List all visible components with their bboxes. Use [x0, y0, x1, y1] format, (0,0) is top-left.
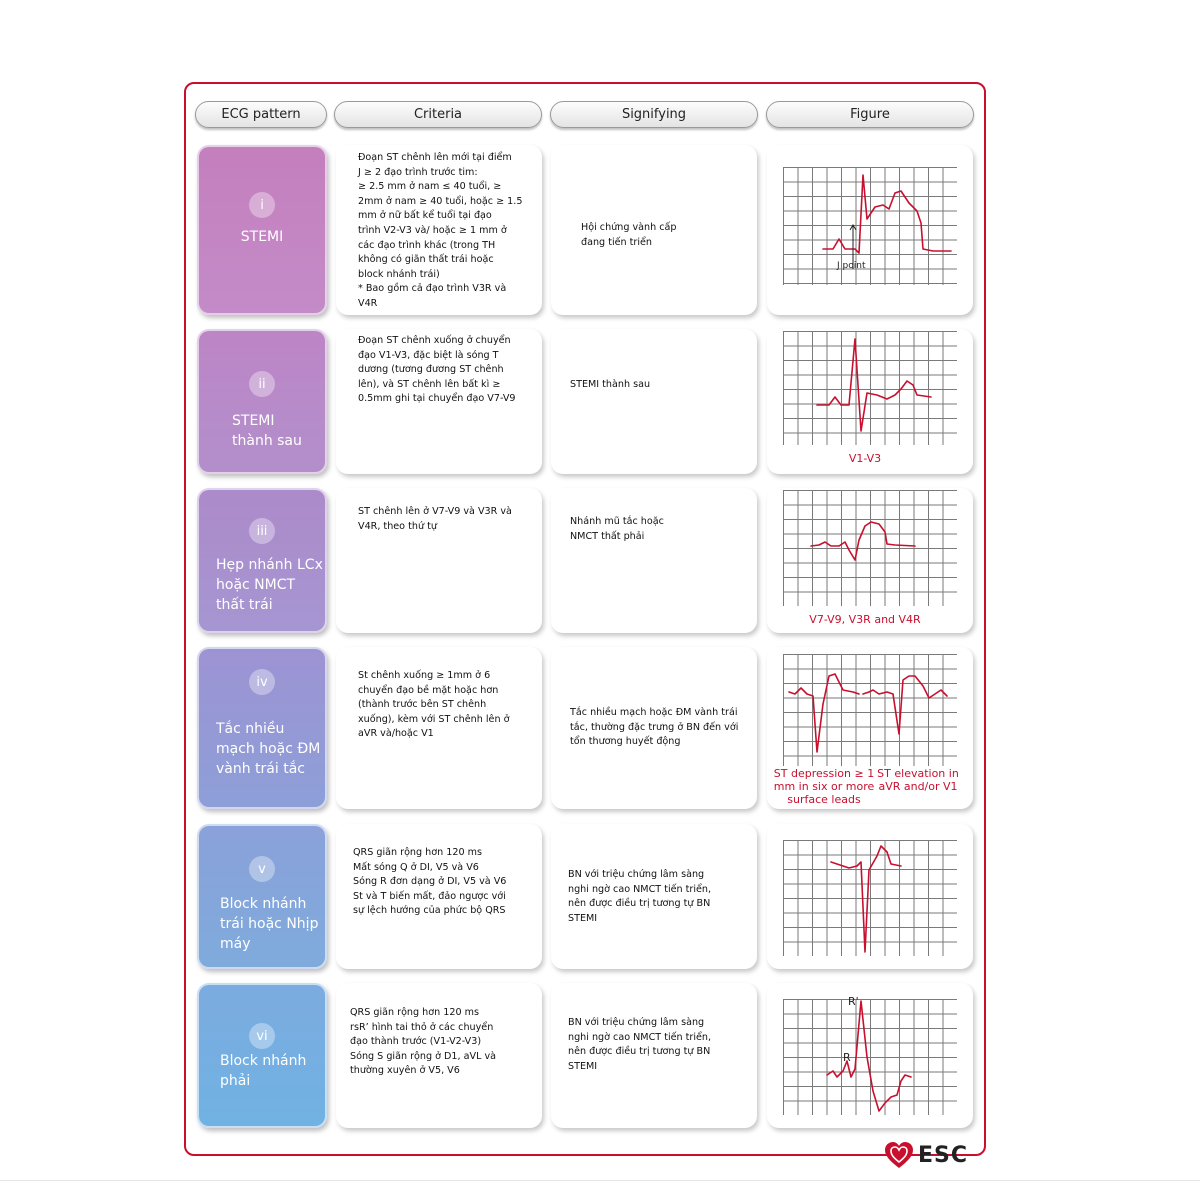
ecg-figure-lbbb — [783, 840, 957, 956]
signifying-card — [551, 488, 757, 633]
ecg-trace-st-elevation — [863, 676, 947, 734]
criteria-text: ST chênh lên ở V7-V9 và V3R và V4R, theo thứ tự — [358, 506, 512, 532]
criteria-card — [336, 647, 542, 809]
r-label: R — [843, 1051, 851, 1064]
figure-card — [767, 824, 973, 969]
page-bottom-divider — [0, 1180, 1200, 1181]
signifying-text: Tắc nhiều mạch hoặc ĐM vành trái tắc, thường đặc trưng ở BN đến với tổn thương huyết động — [570, 707, 739, 748]
criteria-card — [336, 488, 542, 633]
signifying-card — [551, 824, 757, 969]
figure-card — [767, 647, 973, 809]
figure-caption: V7-V9, V3R and V4R — [809, 613, 921, 626]
row-number: iii — [249, 518, 275, 544]
criteria-text: Đoạn ST chênh lên mới tại điểm J ≥ 2 đạo trình trước tim: ≥ 2.5 mm ở nam ≤ 40 tuổi, ≥ 2mm ở nam ≥ 40 tuổi, hoặc ≥ 1.5 mm ở nữ bất kể tuổi tại đạo trình V2-V3 và/ hoặc ≥ 1 mm ở các đạo trình khác (trong TH không có giãn thất trái hoặc block nhánh trái) * Bao gồm cả đạo trình V3R và V4R — [358, 152, 523, 309]
ecg-figure-stemi — [783, 167, 957, 285]
criteria-card — [336, 983, 542, 1128]
signifying-text: Hội chứng vành cấp đang tiến triển — [581, 222, 677, 248]
row-label-lbbb — [197, 824, 327, 969]
header-criteria: Criteria — [334, 101, 542, 128]
signifying-text: Nhánh mũ tắc hoặc NMCT thất phải — [570, 516, 664, 542]
figure-card — [767, 983, 973, 1128]
esc-logo — [884, 1141, 968, 1169]
ecg-trace — [823, 175, 951, 253]
signifying-card — [551, 329, 757, 474]
signifying-card — [551, 145, 757, 315]
criteria-card — [336, 824, 542, 969]
r-prime-label: R' — [848, 995, 859, 1008]
row-number: ii — [249, 371, 275, 397]
ecg-figure-lcx — [783, 490, 957, 606]
pattern-name: STEMI thành sau — [232, 413, 302, 449]
header-figure: Figure — [766, 101, 974, 128]
esc-logo-text: ESC — [918, 1142, 969, 1168]
criteria-card — [336, 329, 542, 474]
figure-caption: V1-V3 — [848, 452, 882, 465]
criteria-text: QRS giãn rộng hơn 120 ms rsR’ hình tai thỏ ở các chuyển đạo thành trước (V1-V2-V3) Sóng S giãn rộng ở D1, aVL và thường xuyên ở V5, V6 — [350, 1007, 497, 1077]
figure-card — [767, 145, 973, 315]
ecg-trace — [827, 1001, 911, 1111]
row-label-stemi-posterior — [197, 329, 327, 474]
ecg-figure-rbbb — [783, 999, 957, 1115]
figure-caption-st-elevation: ST elevation in aVR and/or V1 — [877, 767, 959, 793]
row-label-stemi — [197, 145, 327, 315]
header-ecg-pattern: ECG pattern — [195, 101, 327, 128]
row-number: v — [249, 856, 275, 882]
pattern-name: Hẹp nhánh LCx hoặc NMCT thất trái — [216, 557, 323, 613]
figure-card — [767, 488, 973, 633]
pattern-name: Tắc nhiều mạch hoặc ĐM vành trái tắc — [216, 721, 321, 777]
row-label-lcx — [197, 488, 327, 633]
pattern-name: STEMI — [240, 229, 284, 245]
heart-icon — [884, 1141, 914, 1169]
figure-card — [767, 329, 973, 474]
ecg-figure-multivessel — [783, 654, 957, 766]
row-label-rbbb — [197, 983, 327, 1128]
row-number: i — [249, 192, 275, 218]
signifying-text: BN với triệu chứng lâm sàng nghi ngờ cao NMCT tiến triển, nên được điều trị tương tự BN STEMI — [568, 1017, 712, 1072]
signifying-text: STEMI thành sau — [570, 379, 651, 390]
ecg-figure-posterior — [783, 331, 957, 445]
pattern-name: Block nhánh trái hoặc Nhịp máy — [220, 896, 319, 952]
criteria-text: St chênh xuống ≥ 1mm ở 6 chuyển đạo bề mặt hoặc hơn (thành trước bên ST chênh xuống), kèm với ST chênh lên ở aVR và/hoặc V1 — [358, 670, 510, 740]
figure-caption-st-depression: ST depression ≥ 1 mm in six or more surface leads — [773, 767, 875, 806]
row-number: iv — [249, 669, 275, 695]
row-label-multivessel — [197, 647, 327, 809]
signifying-card — [551, 983, 757, 1128]
pattern-name: Block nhánh phải — [220, 1053, 307, 1089]
header-signifying: Signifying — [550, 101, 758, 128]
criteria-card — [336, 145, 542, 315]
criteria-text: QRS giãn rộng hơn 120 ms Mất sóng Q ở DI, V5 và V6 Sóng R đơn dạng ở DI, V5 và V6 St và T biến mất, đảo ngược với sự lệch hướng của phức bộ QRS — [353, 847, 507, 917]
signifying-text: BN với triệu chứng lâm sàng nghi ngờ cao NMCT tiến triển, nên được điều trị tương tự BN STEMI — [568, 869, 712, 924]
row-number: vi — [249, 1023, 275, 1049]
j-point-label: J point — [837, 261, 866, 271]
criteria-text: Đoạn ST chênh xuống ở chuyển đạo V1-V3, đặc biệt là sóng T dương (tương đương ST chênh lên), và ST chênh lên bất kì ≥ 0.5mm ghi tại chuyển đạo V7-V9 — [358, 335, 516, 405]
signifying-card — [551, 647, 757, 809]
